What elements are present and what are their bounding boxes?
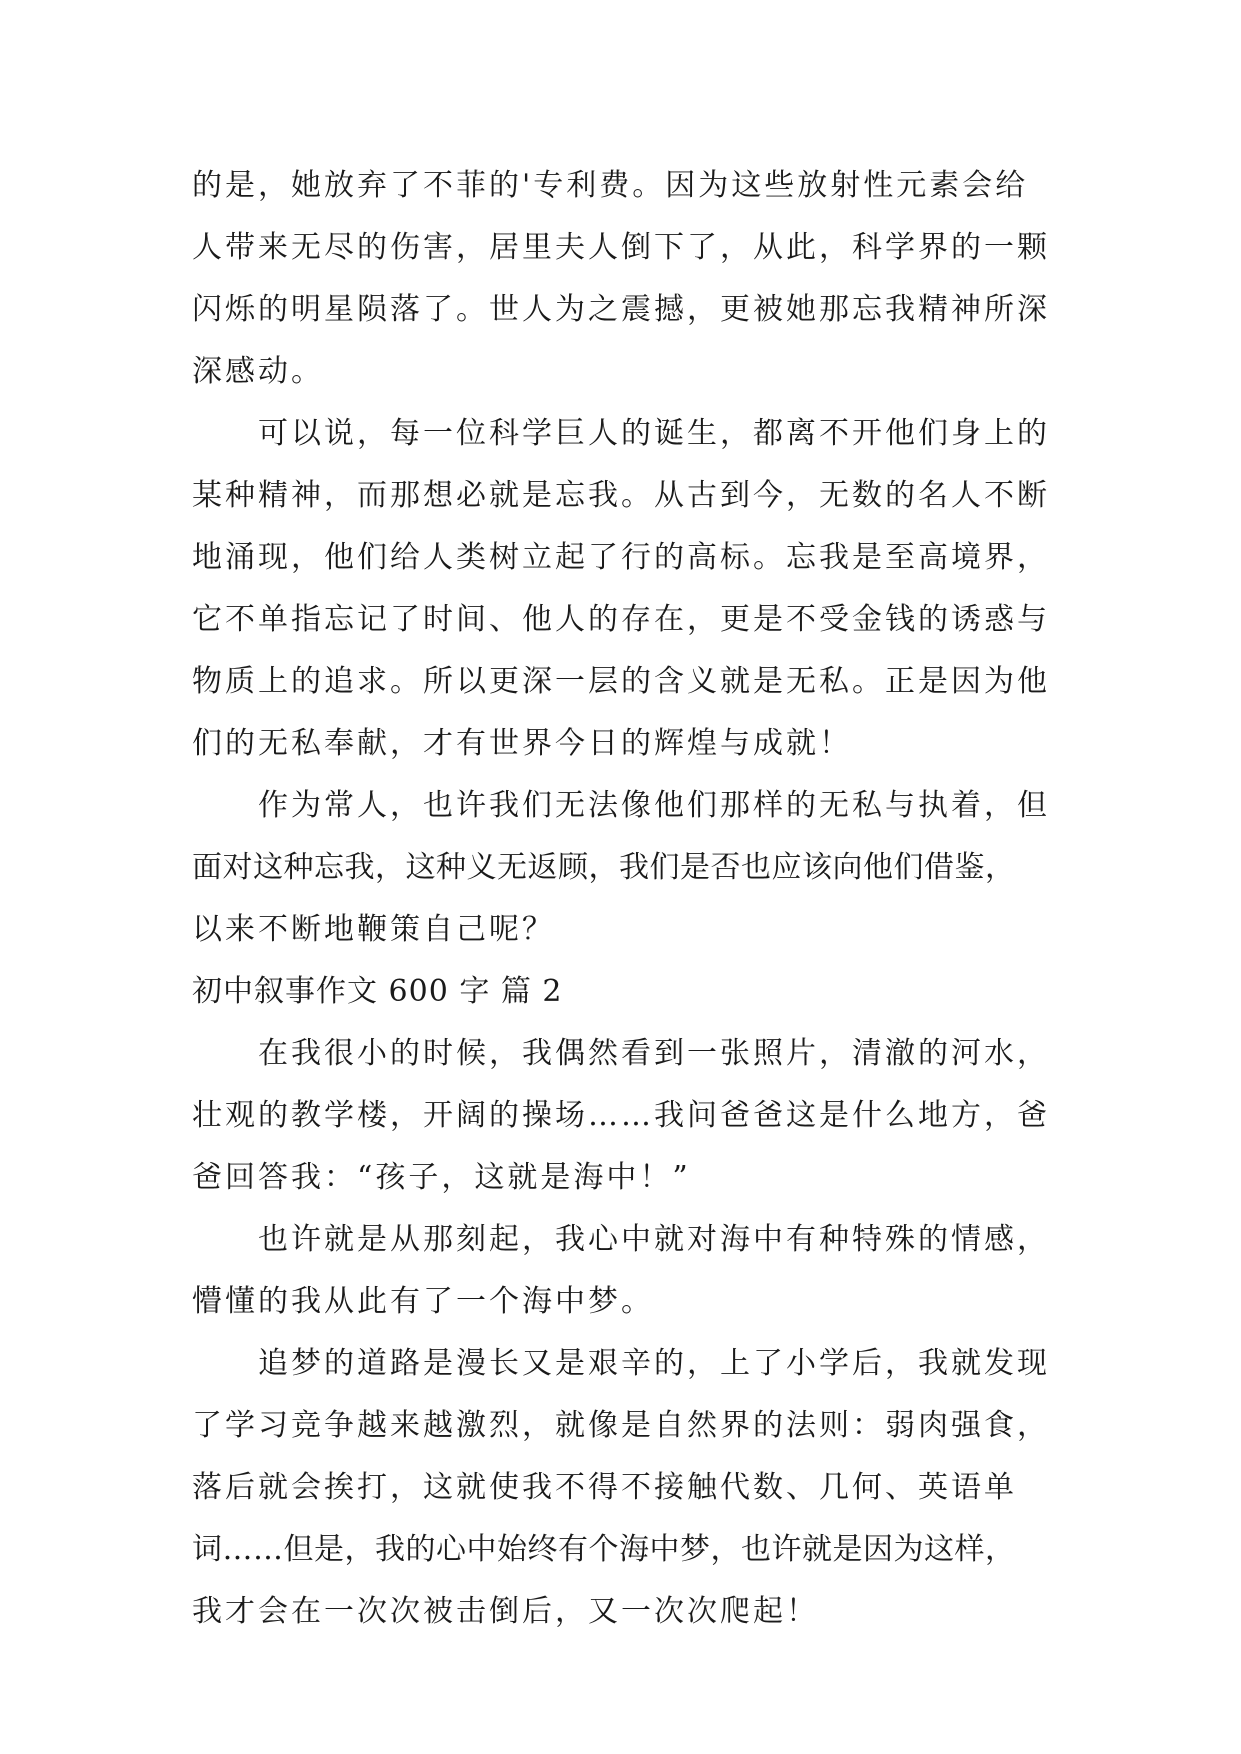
section-heading: 初中叙事作文 600 字 篇 2 (192, 974, 563, 1009)
paragraph-5 (192, 1209, 1052, 1333)
text-line: 了学习竞争越来越激烈，就像是自然界的法则：弱肉强食， (192, 1408, 1050, 1443)
text-line: 地涌现，他们给人类树立起了行的高标。忘我是至高境界， (192, 540, 1050, 575)
text-line: 人带来无尽的伤害，居里夫人倒下了，从此，科学界的一颗 (192, 230, 1050, 265)
text-line: 在我很小的时候，我偶然看到一张照片，清澈的河水， (258, 1036, 1050, 1071)
document-page (192, 155, 1052, 1643)
text-line: 面对这种忘我，这种义无返顾，我们是否也应该向他们借鉴， (192, 850, 1016, 885)
text-line: 的是，她放弃了不菲的'专利费。因为这些放射性元素会给 (192, 168, 1029, 203)
text-line: 以来不断地鞭策自己呢？ (192, 912, 555, 947)
text-line: 懵懂的我从此有了一个海中梦。 (192, 1284, 654, 1319)
paragraph-6 (192, 1333, 1052, 1643)
text-line: 某种精神，而那想必就是忘我。从古到今，无数的名人不断 (192, 478, 1050, 513)
paragraph-4 (192, 1023, 1052, 1209)
text-line: 壮观的教学楼，开阔的操场……我问爸爸这是什么地方，爸 (192, 1098, 1050, 1133)
text-line: 闪烁的明星陨落了。世人为之震撼，更被她那忘我精神所深 (192, 292, 1050, 327)
text-line: 深感动。 (192, 354, 324, 389)
text-line: 爸回答我：“孩子，这就是海中！” (192, 1160, 691, 1195)
paragraph-1 (192, 155, 1052, 403)
paragraph-2 (192, 403, 1052, 775)
text-line: 我才会在一次次被击倒后，又一次次爬起！ (192, 1594, 819, 1629)
paragraph-3 (192, 775, 1052, 961)
text-line: 词……但是，我的心中始终有个海中梦，也许就是因为这样， (192, 1532, 1016, 1567)
text-line: 物质上的追求。所以更深一层的含义就是无私。正是因为他 (192, 664, 1050, 699)
text-line: 作为常人，也许我们无法像他们那样的无私与执着，但 (258, 788, 1050, 823)
text-line: 它不单指忘记了时间、他人的存在，更是不受金钱的诱惑与 (192, 602, 1050, 637)
text-line: 可以说，每一位科学巨人的诞生，都离不开他们身上的 (258, 416, 1050, 451)
text-line: 落后就会挨打，这就使我不得不接触代数、几何、英语单 (192, 1470, 1017, 1505)
text-line: 们的无私奉献，才有世界今日的辉煌与成就！ (192, 726, 852, 761)
text-line: 也许就是从那刻起，我心中就对海中有种特殊的情感， (258, 1222, 1050, 1257)
text-line: 追梦的道路是漫长又是艰辛的，上了小学后，我就发现 (258, 1346, 1050, 1381)
